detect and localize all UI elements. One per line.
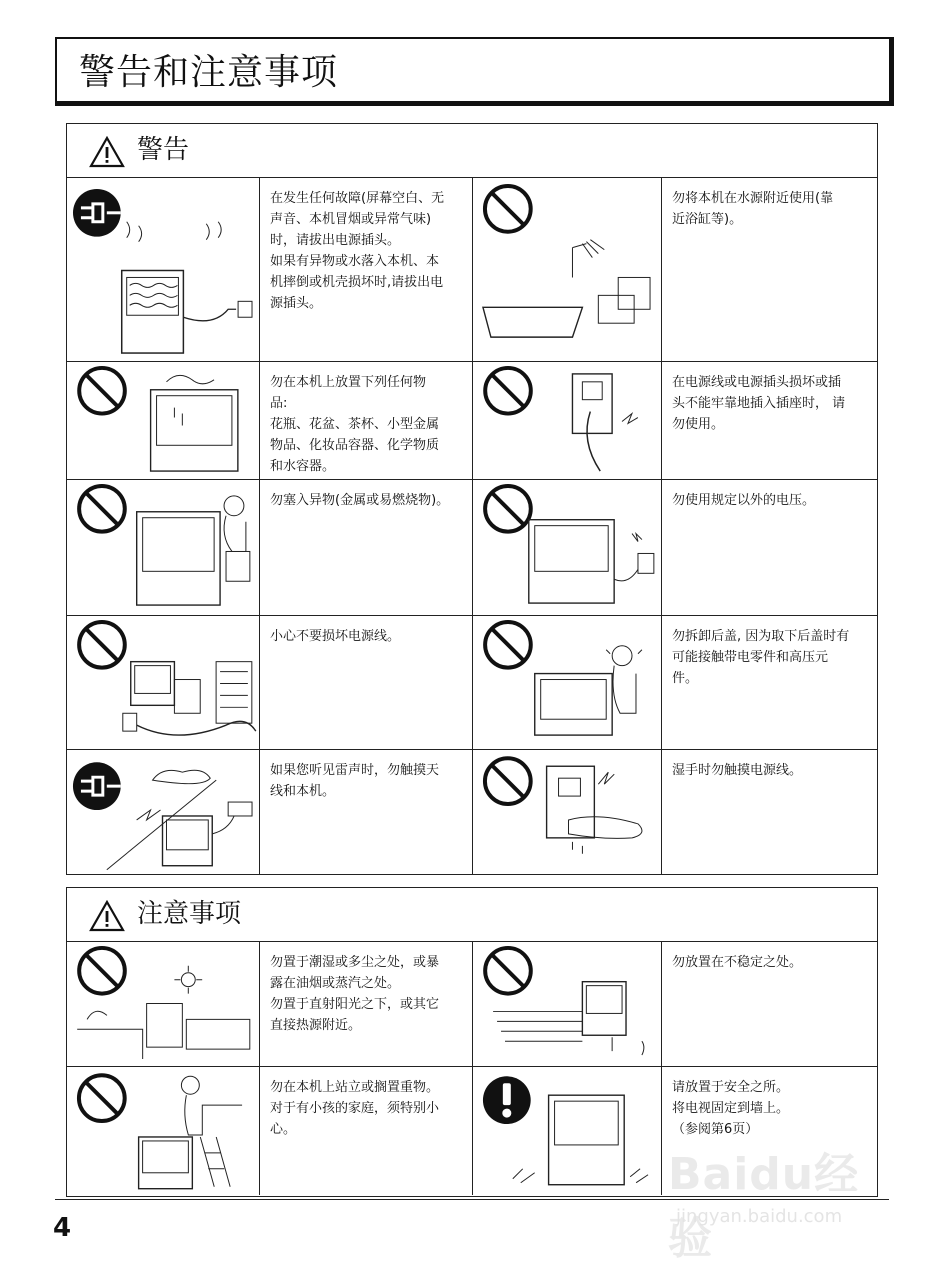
caution-section-header — [67, 888, 877, 942]
illustration-standing — [67, 1067, 260, 1195]
page-number: 4 — [53, 1213, 72, 1243]
illustration-back-cover — [473, 616, 662, 750]
prohibited-icon — [485, 486, 531, 532]
warning-text-9: 如果您听见雷声时，勿触摸天 线和本机。 — [260, 750, 473, 874]
illustration-thunder — [67, 750, 260, 874]
prohibited-icon — [79, 948, 125, 994]
warning-text-10: 湿手时勿触摸电源线。 — [672, 763, 803, 778]
prohibited-icon — [79, 368, 125, 414]
warning-text-8: 勿拆卸后盖, 因为取下后盖时有 可能接触带电零件和高压元 件。 — [662, 616, 877, 750]
page-title-box — [55, 37, 894, 106]
prohibited-icon — [485, 186, 531, 232]
illustration-voltage — [473, 480, 662, 616]
warning-grid — [67, 178, 877, 874]
warning-text-5: 勿塞入异物(金属或易燃烧物)。 — [260, 480, 473, 616]
prohibited-icon — [79, 622, 125, 668]
caution-text-2: 勿放置在不稳定之处。 — [662, 942, 877, 1067]
illustration-humidity — [67, 942, 260, 1067]
illustration-malfunction — [67, 178, 260, 362]
illustration-foreign-objects — [67, 480, 260, 616]
warning-section-header — [67, 124, 877, 178]
prohibited-icon — [485, 948, 531, 994]
illustration-power-cord — [67, 616, 260, 750]
illustration-unstable — [473, 942, 662, 1067]
caution-text-3: 勿在本机上站立或搁置重物。 对于有小孩的家庭，须特别小 心。 — [260, 1067, 473, 1195]
caution-text-1: 勿置于潮湿或多尘之处，或暴 露在油烟或蒸汽之处。 勿置于直射阳光之下，或其它 直接热源附近。 — [260, 942, 473, 1067]
watermark-url: jingyan.baidu.com — [676, 1206, 843, 1227]
warning-text-6: 勿使用规定以外的电压。 — [662, 480, 877, 616]
warning-text-1: 在发生任何故障(屏幕空白、无 声音、本机冒烟或异常气味) 时，请拔出电源插头。 如果有异物或水落入本机、本 机摔倒或机壳损坏时,请拔出电 源插头。 — [260, 178, 473, 362]
illustration-objects-on-top — [67, 362, 260, 480]
warning-text-2: 勿将本机在水源附近使用(靠 近浴缸等)。 — [662, 178, 877, 362]
watermark-logo: Baidu经验 — [668, 1149, 860, 1264]
warning-triangle-icon — [89, 900, 125, 932]
warning-heading: 警告 — [137, 135, 190, 165]
illustration-secure-place — [473, 1067, 662, 1195]
illustration-damaged-plug — [473, 362, 662, 480]
prohibited-icon — [485, 758, 531, 804]
unplug-icon — [67, 178, 259, 361]
prohibited-icon — [79, 1075, 125, 1121]
warning-text-4: 在电源线或电源插头损坏或插 头不能牢靠地插入插座时， 请 勿使用。 — [662, 362, 877, 480]
warning-text-3: 勿在本机上放置下列任何物 品: 花瓶、花盆、茶杯、小型金属 物品、化妆品容器、化学物质 和水容器。 — [260, 362, 473, 480]
illustration-wet-hands — [473, 750, 662, 874]
warning-section — [66, 123, 878, 875]
caution-text-4: 请放置于安全之所。 将电视固定到墙上。 （参阅第6页） — [672, 1080, 790, 1137]
warning-triangle-icon — [89, 136, 125, 168]
prohibited-icon — [485, 368, 531, 414]
prohibited-icon — [79, 486, 125, 532]
warning-text-7: 小心不要损坏电源线。 — [260, 616, 473, 750]
unplug-icon — [73, 762, 121, 810]
page-title: 警告和注意事项 — [79, 52, 339, 93]
caution-heading: 注意事项 — [137, 899, 242, 929]
mandatory-icon — [483, 1076, 531, 1124]
illustration-water — [473, 178, 662, 362]
watermark — [668, 1138, 890, 1264]
prohibited-icon — [485, 622, 531, 668]
